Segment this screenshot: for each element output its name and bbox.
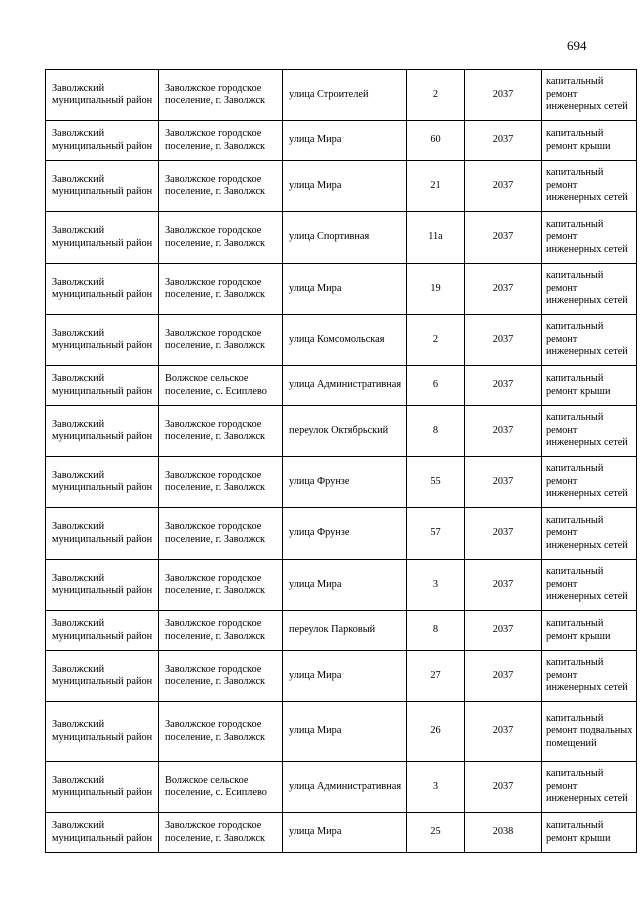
settlement-cell: Заволжское городское поселение, г. Заволжск xyxy=(159,121,283,161)
house-number-cell: 11а xyxy=(407,212,465,264)
year-cell: 2037 xyxy=(465,264,542,315)
settlement-cell: Заволжское городское поселение, г. Заволжск xyxy=(159,406,283,457)
district-cell: Заволжский муниципальный район xyxy=(46,560,159,611)
year-cell: 2037 xyxy=(465,508,542,560)
district-cell: Заволжский муниципальный район xyxy=(46,366,159,406)
work-type-cell: капитальный ремонт инженерных сетей xyxy=(542,651,637,702)
settlement-cell: Заволжское городское поселение, г. Заволжск xyxy=(159,508,283,560)
settlement-cell: Волжское сельское поселение, с. Есиплево xyxy=(159,366,283,406)
settlement-cell: Заволжское городское поселение, г. Заволжск xyxy=(159,264,283,315)
work-type-cell: капитальный ремонт инженерных сетей xyxy=(542,70,637,121)
street-cell: улица Административная xyxy=(283,762,407,813)
work-type-cell: капитальный ремонт крыши xyxy=(542,121,637,161)
year-cell: 2037 xyxy=(465,762,542,813)
work-type-cell: капитальный ремонт инженерных сетей xyxy=(542,560,637,611)
street-cell: улица Строителей xyxy=(283,70,407,121)
work-type-cell: капитальный ремонт инженерных сетей xyxy=(542,508,637,560)
street-cell: улица Фрунзе xyxy=(283,508,407,560)
table-row xyxy=(46,702,637,762)
street-cell: улица Административная xyxy=(283,366,407,406)
table-row xyxy=(46,161,637,212)
table-row xyxy=(46,611,637,651)
street-cell: улица Мира xyxy=(283,651,407,702)
settlement-cell: Заволжское городское поселение, г. Заволжск xyxy=(159,161,283,212)
house-number-cell: 8 xyxy=(407,611,465,651)
table-row xyxy=(46,315,637,366)
house-number-cell: 27 xyxy=(407,651,465,702)
house-number-cell: 55 xyxy=(407,457,465,508)
year-cell: 2037 xyxy=(465,212,542,264)
street-cell: улица Комсомольская xyxy=(283,315,407,366)
district-cell: Заволжский муниципальный район xyxy=(46,121,159,161)
street-cell: улица Фрунзе xyxy=(283,457,407,508)
work-type-cell: капитальный ремонт инженерных сетей xyxy=(542,212,637,264)
district-cell: Заволжский муниципальный район xyxy=(46,762,159,813)
year-cell: 2037 xyxy=(465,651,542,702)
house-number-cell: 3 xyxy=(407,560,465,611)
district-cell: Заволжский муниципальный район xyxy=(46,212,159,264)
street-cell: улица Мира xyxy=(283,813,407,853)
year-cell: 2037 xyxy=(465,560,542,611)
work-type-cell: капитальный ремонт инженерных сетей xyxy=(542,406,637,457)
work-type-cell: капитальный ремонт подвальных помещений xyxy=(542,702,637,762)
settlement-cell: Заволжское городское поселение, г. Заволжск xyxy=(159,611,283,651)
work-type-cell: капитальный ремонт инженерных сетей xyxy=(542,457,637,508)
table-row xyxy=(46,212,637,264)
year-cell: 2037 xyxy=(465,121,542,161)
year-cell: 2037 xyxy=(465,457,542,508)
year-cell: 2037 xyxy=(465,70,542,121)
house-number-cell: 19 xyxy=(407,264,465,315)
work-type-cell: капитальный ремонт крыши xyxy=(542,813,637,853)
work-type-cell: капитальный ремонт крыши xyxy=(542,611,637,651)
district-cell: Заволжский муниципальный район xyxy=(46,161,159,212)
street-cell: переулок Парковый xyxy=(283,611,407,651)
house-number-cell: 60 xyxy=(407,121,465,161)
table-row xyxy=(46,406,637,457)
settlement-cell: Заволжское городское поселение, г. Заволжск xyxy=(159,813,283,853)
street-cell: улица Мира xyxy=(283,121,407,161)
settlement-cell: Заволжское городское поселение, г. Заволжск xyxy=(159,315,283,366)
page-number: 694 xyxy=(567,38,587,53)
house-number-cell: 26 xyxy=(407,702,465,762)
house-number-cell: 21 xyxy=(407,161,465,212)
table-row xyxy=(46,651,637,702)
year-cell: 2037 xyxy=(465,366,542,406)
street-cell: улица Спортивная xyxy=(283,212,407,264)
street-cell: улица Мира xyxy=(283,264,407,315)
table-row xyxy=(46,121,637,161)
house-number-cell: 8 xyxy=(407,406,465,457)
settlement-cell: Заволжское городское поселение, г. Заволжск xyxy=(159,457,283,508)
table-row xyxy=(46,70,637,121)
table-row xyxy=(46,457,637,508)
year-cell: 2037 xyxy=(465,611,542,651)
settlement-cell: Заволжское городское поселение, г. Заволжск xyxy=(159,212,283,264)
work-type-cell: капитальный ремонт инженерных сетей xyxy=(542,161,637,212)
year-cell: 2037 xyxy=(465,406,542,457)
year-cell: 2037 xyxy=(465,161,542,212)
table-row xyxy=(46,560,637,611)
street-cell: улица Мира xyxy=(283,560,407,611)
settlement-cell: Заволжское городское поселение, г. Заволжск xyxy=(159,70,283,121)
house-number-cell: 6 xyxy=(407,366,465,406)
street-cell: улица Мира xyxy=(283,161,407,212)
work-type-cell: капитальный ремонт инженерных сетей xyxy=(542,264,637,315)
settlement-cell: Заволжское городское поселение, г. Заволжск xyxy=(159,560,283,611)
district-cell: Заволжский муниципальный район xyxy=(46,651,159,702)
table-row xyxy=(46,264,637,315)
district-cell: Заволжский муниципальный район xyxy=(46,611,159,651)
settlement-cell: Заволжское городское поселение, г. Заволжск xyxy=(159,651,283,702)
house-number-cell: 2 xyxy=(407,315,465,366)
table-row xyxy=(46,366,637,406)
house-number-cell: 3 xyxy=(407,762,465,813)
work-type-cell: капитальный ремонт крыши xyxy=(542,366,637,406)
street-cell: переулок Октябрьский xyxy=(283,406,407,457)
district-cell: Заволжский муниципальный район xyxy=(46,70,159,121)
house-number-cell: 25 xyxy=(407,813,465,853)
table-row xyxy=(46,813,637,853)
district-cell: Заволжский муниципальный район xyxy=(46,264,159,315)
table-row xyxy=(46,762,637,813)
district-cell: Заволжский муниципальный район xyxy=(46,315,159,366)
district-cell: Заволжский муниципальный район xyxy=(46,508,159,560)
table-row xyxy=(46,508,637,560)
house-number-cell: 2 xyxy=(407,70,465,121)
work-type-cell: капитальный ремонт инженерных сетей xyxy=(542,762,637,813)
year-cell: 2037 xyxy=(465,315,542,366)
house-number-cell: 57 xyxy=(407,508,465,560)
settlement-cell: Волжское сельское поселение, с. Есиплево xyxy=(159,762,283,813)
district-cell: Заволжский муниципальный район xyxy=(46,702,159,762)
street-cell: улица Мира xyxy=(283,702,407,762)
district-cell: Заволжский муниципальный район xyxy=(46,813,159,853)
repair-schedule-table xyxy=(45,69,637,853)
work-type-cell: капитальный ремонт инженерных сетей xyxy=(542,315,637,366)
district-cell: Заволжский муниципальный район xyxy=(46,457,159,508)
settlement-cell: Заволжское городское поселение, г. Заволжск xyxy=(159,702,283,762)
year-cell: 2037 xyxy=(465,702,542,762)
district-cell: Заволжский муниципальный район xyxy=(46,406,159,457)
year-cell: 2038 xyxy=(465,813,542,853)
